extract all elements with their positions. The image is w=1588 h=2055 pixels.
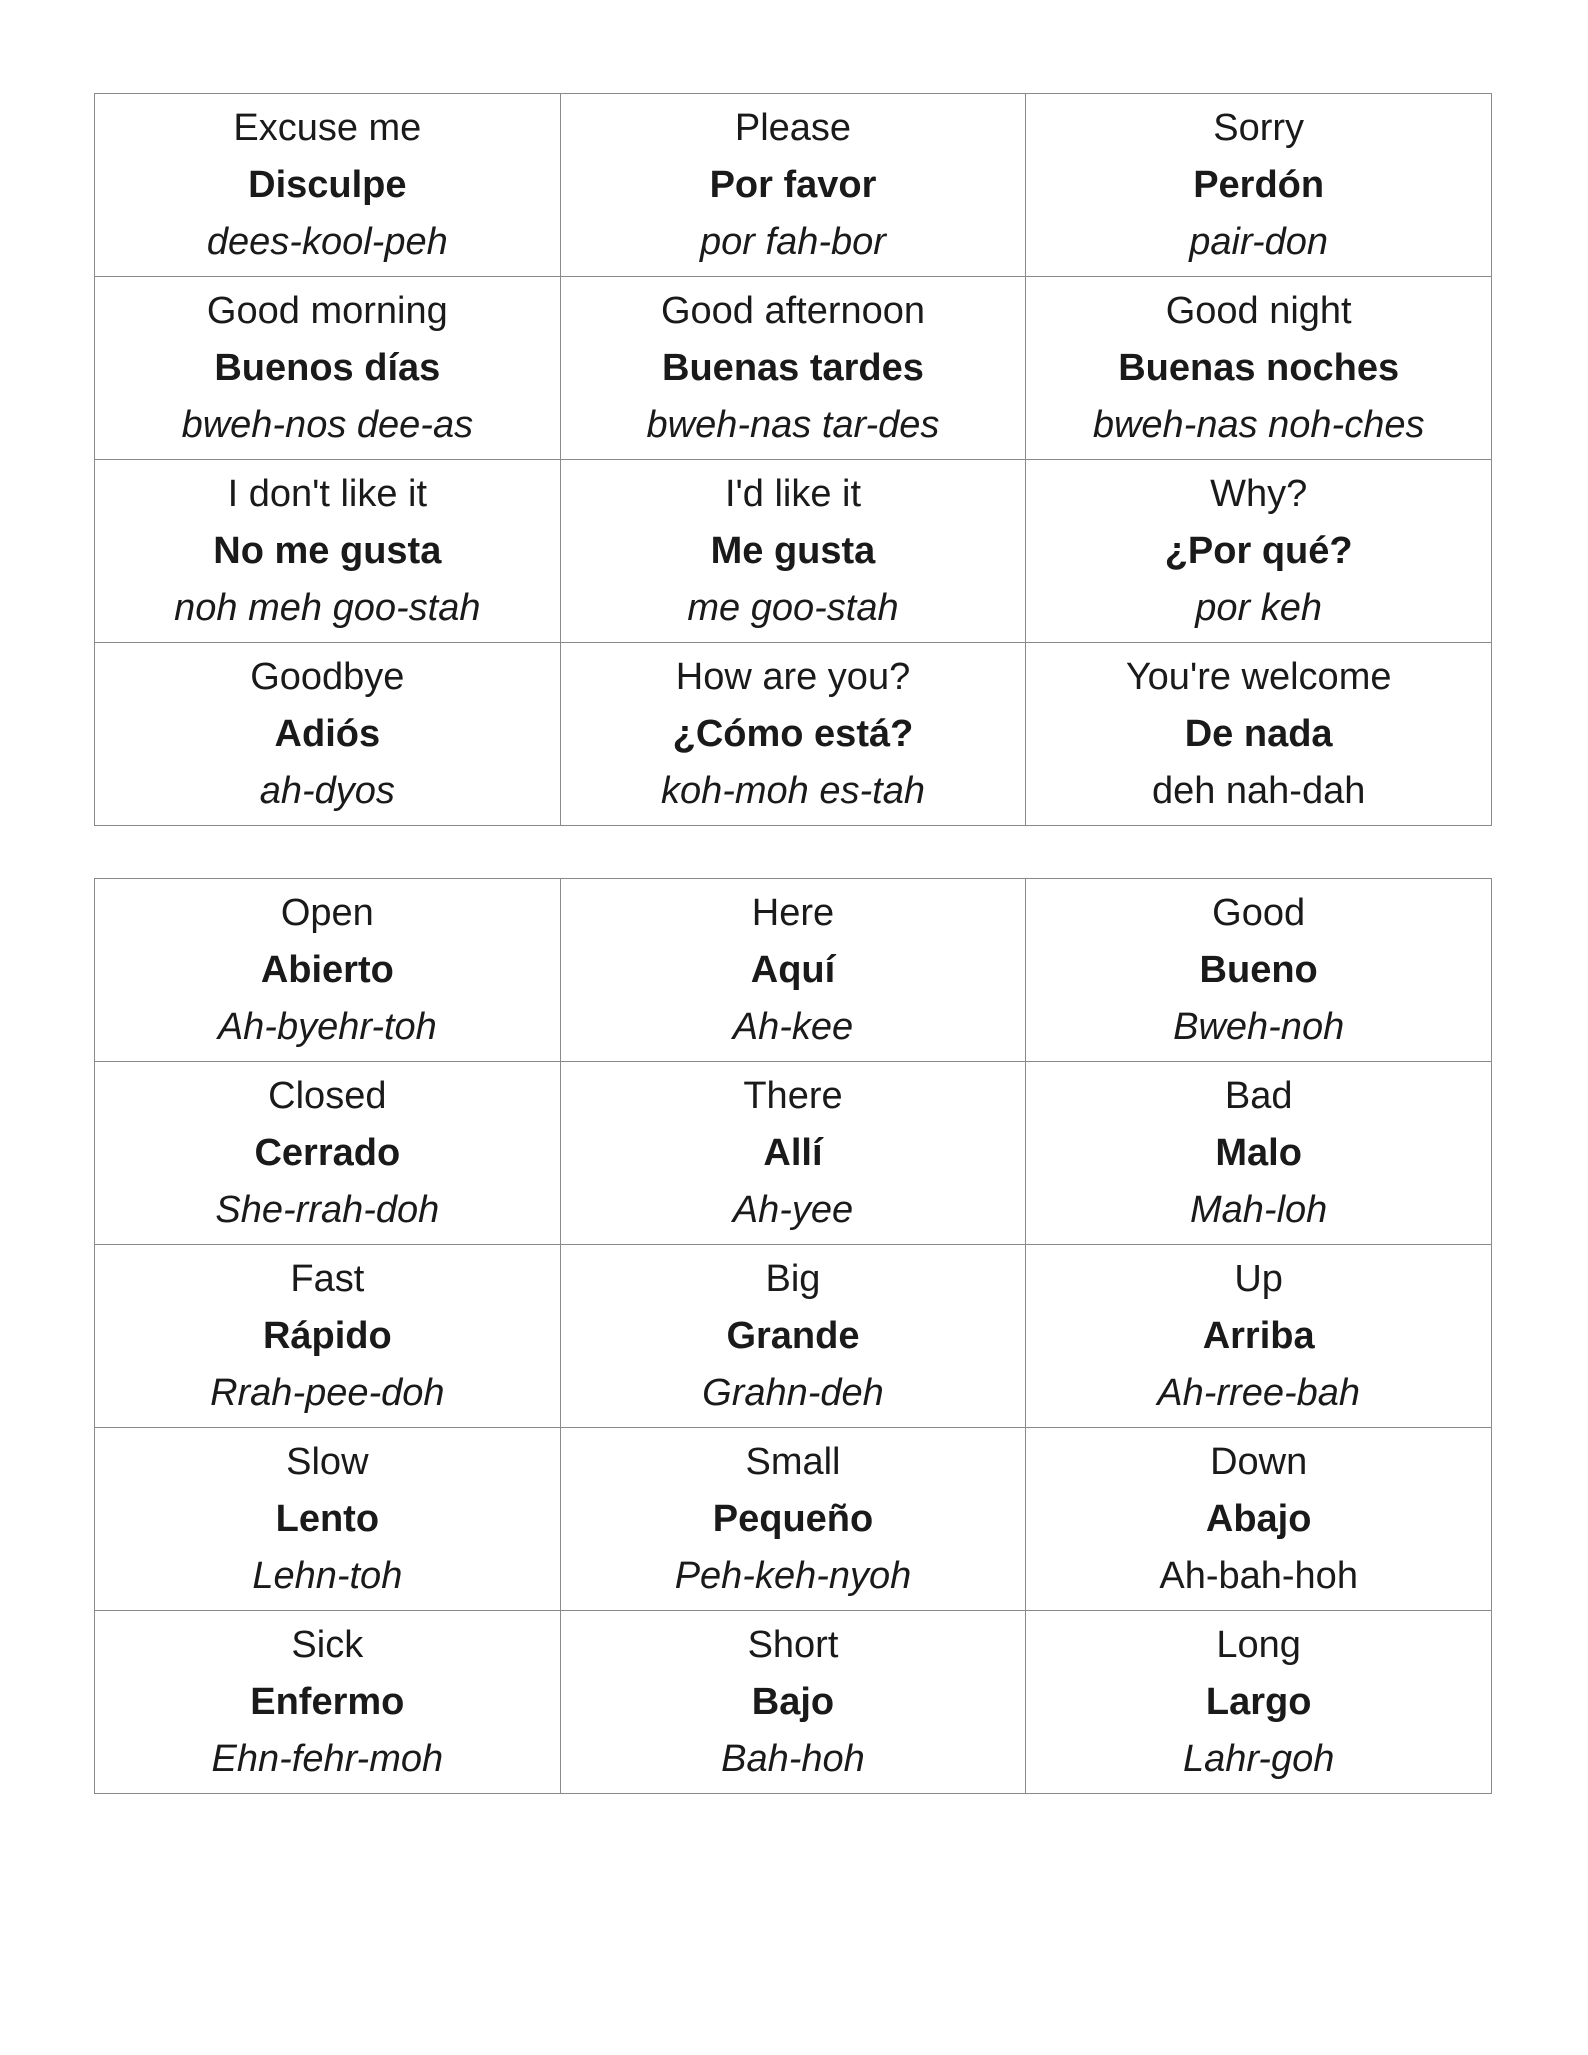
english-phrase: You're welcome [1125,655,1392,698]
english-phrase: Please [734,106,852,149]
phrase-card [560,1062,1026,1245]
phrase-card-content [561,879,1026,1061]
phrase-card-content [1026,1062,1491,1244]
english-phrase: Small [745,1440,841,1483]
phrase-card-content [1026,94,1491,276]
phrase-card-content [95,94,560,276]
phrase-card-content [95,277,560,459]
phrase-card [95,1611,561,1794]
phrase-card-content [561,643,1026,825]
pronunciation: Ah-byehr-toh [217,1005,437,1048]
table-row [95,643,1492,826]
english-phrase: Good [1212,891,1306,934]
phrase-card [95,277,561,460]
phrase-card-content [1026,1428,1491,1610]
spanish-phrase: Bajo [751,1680,835,1723]
phrase-card-content [561,1245,1026,1427]
english-phrase: Good morning [206,289,448,332]
pronunciation: deh nah-dah [1151,769,1366,812]
phrase-card [1026,643,1492,826]
phrase-card [95,1245,561,1428]
phrase-card-content [95,1611,560,1793]
phrase-card [560,460,1026,643]
table-row [95,1245,1492,1428]
phrase-card-content [1026,460,1491,642]
spanish-phrase: Rápido [262,1314,392,1357]
phrase-card [95,643,561,826]
english-phrase: Short [747,1623,839,1666]
table-row [95,879,1492,1062]
spanish-phrase: Arriba [1202,1314,1315,1357]
spanish-phrase: Allí [763,1131,823,1174]
spanish-phrase: Bueno [1199,948,1318,991]
pronunciation: Bah-hoh [721,1737,865,1780]
phrase-card [1026,1611,1492,1794]
english-phrase: Closed [268,1074,387,1117]
spanish-phrase: Grande [726,1314,860,1357]
pronunciation: Ehn-fehr-moh [211,1737,444,1780]
phrase-card [560,1245,1026,1428]
english-phrase: I'd like it [724,472,862,515]
pronunciation: ah-dyos [259,769,395,812]
pronunciation: bweh-nas tar-des [646,403,940,446]
pronunciation: Rrah-pee-doh [210,1371,445,1414]
spanish-phrase: Aquí [750,948,836,991]
table-row [95,1428,1492,1611]
phrase-card [1026,1428,1492,1611]
phrase-card-content [1026,643,1491,825]
pronunciation: Ah-yee [732,1188,854,1231]
english-phrase: How are you? [675,655,911,698]
english-phrase: Fast [290,1257,365,1300]
table-row [95,1062,1492,1245]
pronunciation: Bweh-noh [1173,1005,1345,1048]
english-phrase: I don't like it [227,472,428,515]
phrase-card-content [95,879,560,1061]
phrase-card [95,460,561,643]
phrase-table-body [95,94,1492,826]
spanish-phrase: Malo [1215,1131,1302,1174]
phrase-card [1026,460,1492,643]
english-phrase: There [743,1074,843,1117]
phrase-card-content [561,1611,1026,1793]
spanish-phrase: Cerrado [254,1131,401,1174]
english-phrase: Up [1234,1257,1283,1300]
english-phrase: Slow [286,1440,369,1483]
english-phrase: Long [1216,1623,1301,1666]
phrase-card [95,879,561,1062]
pronunciation: Ah-rree-bah [1157,1371,1361,1414]
english-phrase: Good afternoon [660,289,926,332]
phrase-card-content [561,277,1026,459]
phrase-card-content [95,460,560,642]
phrase-card-content [1026,879,1491,1061]
spanish-phrase: ¿Por qué? [1164,529,1353,572]
english-phrase: Big [765,1257,821,1300]
phrase-card [1026,277,1492,460]
phrase-card-content [1026,277,1491,459]
english-phrase: Here [751,891,835,934]
phrase-card-content [561,94,1026,276]
phrase-card [560,277,1026,460]
phrase-card [560,1428,1026,1611]
phrase-card [560,94,1026,277]
phrase-card [1026,94,1492,277]
phrase-card [95,1428,561,1611]
english-phrase: Good night [1165,289,1352,332]
english-phrase: Why? [1210,472,1308,515]
phrase-card [1026,879,1492,1062]
spanish-phrase: Pequeño [712,1497,874,1540]
phrase-card-content [561,1062,1026,1244]
pronunciation: Grahn-deh [702,1371,884,1414]
spanish-phrase: Lento [275,1497,380,1540]
phrase-card-content [1026,1245,1491,1427]
spanish-phrase: Abajo [1205,1497,1312,1540]
table-row [95,460,1492,643]
spanish-phrase: No me gusta [213,529,442,572]
pronunciation: dees-kool-peh [206,220,448,263]
phrase-card-content [95,643,560,825]
pronunciation: noh meh goo-stah [174,586,481,629]
pronunciation: koh-moh es-tah [660,769,925,812]
phrase-card [560,879,1026,1062]
english-phrase: Goodbye [250,655,405,698]
phrase-card-content [95,1062,560,1244]
spanish-phrase: Adiós [274,712,381,755]
phrase-card-content [561,1428,1026,1610]
english-phrase: Down [1210,1440,1308,1483]
pronunciation: Lahr-goh [1182,1737,1335,1780]
pronunciation: Mah-loh [1190,1188,1328,1231]
spanish-phrase: Me gusta [710,529,876,572]
phrase-card-content [561,460,1026,642]
english-phrase: Bad [1224,1074,1293,1117]
phrase-card [1026,1245,1492,1428]
spanish-phrase: Abierto [260,948,394,991]
phrase-card-content [1026,1611,1491,1793]
pronunciation: pair-don [1189,220,1329,263]
spanish-phrase: Largo [1205,1680,1312,1723]
spanish-phrase: Buenas noches [1118,346,1400,389]
english-phrase: Sick [291,1623,364,1666]
pronunciation: She-rrah-doh [215,1188,440,1231]
table-row [95,277,1492,460]
phrase-card [560,1611,1026,1794]
pronunciation: Lehn-toh [252,1554,403,1597]
phrase-table-adjectives [94,878,1492,1794]
pronunciation: bweh-nas noh-ches [1092,403,1425,446]
phrase-card-content [95,1428,560,1610]
table-row [95,94,1492,277]
table-row [95,1611,1492,1794]
spanish-phrase: Disculpe [248,163,407,206]
pronunciation: Peh-keh-nyoh [674,1554,912,1597]
spanish-phrase: Perdón [1193,163,1325,206]
spanish-phrase: Por favor [709,163,877,206]
phrase-card-content [95,1245,560,1427]
spanish-phrase: Buenas tardes [662,346,924,389]
phrase-card [95,94,561,277]
english-phrase: Open [280,891,374,934]
pronunciation: bweh-nos dee-as [181,403,474,446]
pronunciation: me goo-stah [687,586,899,629]
spanish-phrase: Enfermo [250,1680,405,1723]
spanish-phrase: ¿Cómo está? [672,712,914,755]
english-phrase: Sorry [1213,106,1305,149]
pronunciation: Ah-kee [732,1005,854,1048]
phrase-card [1026,1062,1492,1245]
english-phrase: Excuse me [233,106,422,149]
pronunciation: por fah-bor [700,220,886,263]
spanish-phrase: De nada [1184,712,1333,755]
phrase-card [560,643,1026,826]
pronunciation: por keh [1195,586,1323,629]
spanish-phrase: Buenos días [214,346,441,389]
phrase-table-body [95,879,1492,1794]
phrase-card [95,1062,561,1245]
phrase-table-greetings [94,93,1492,826]
pronunciation: Ah-bah-hoh [1159,1554,1358,1597]
